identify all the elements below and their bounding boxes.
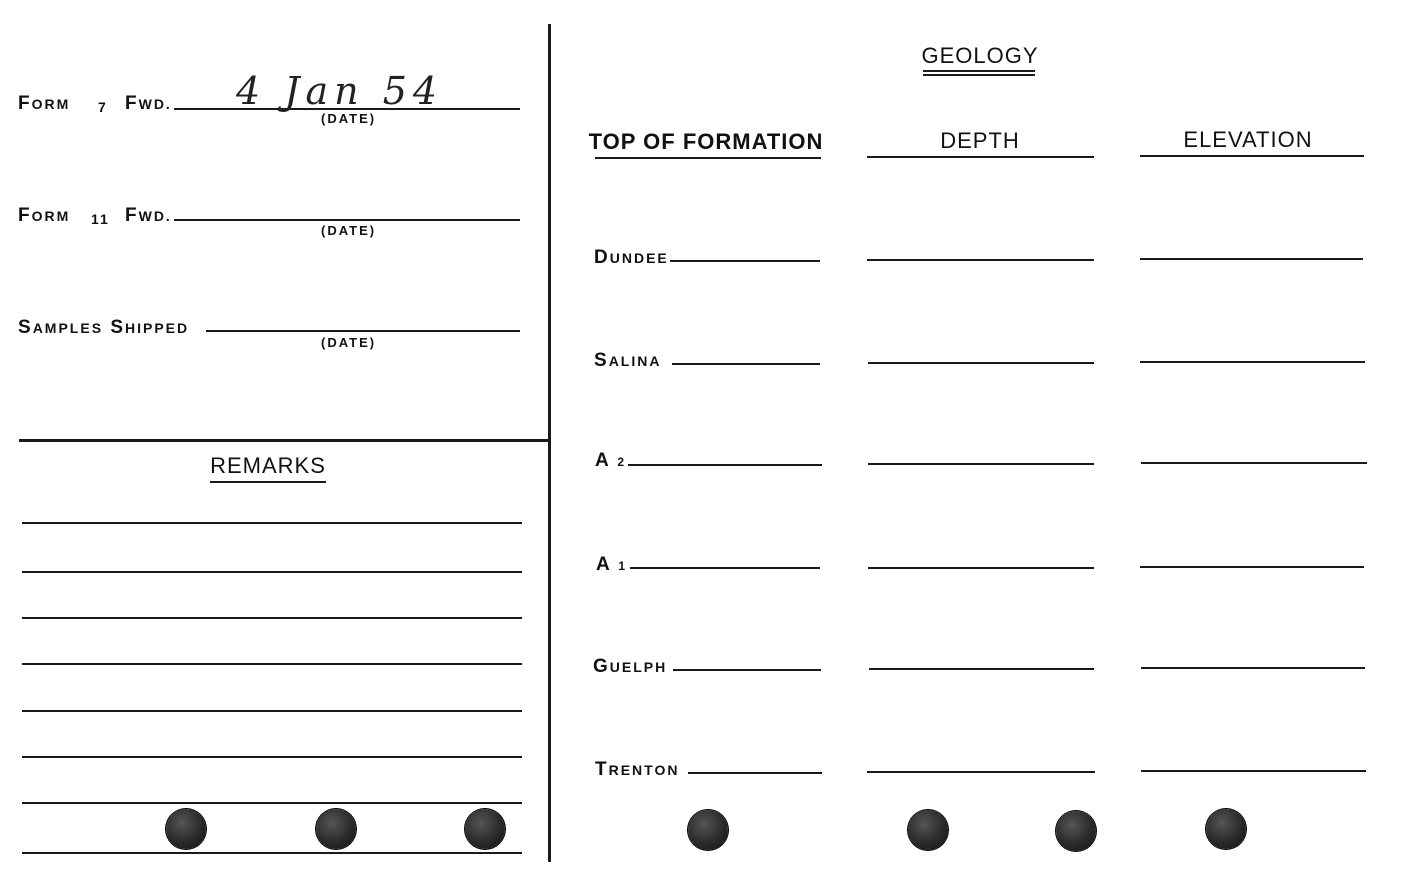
formation-subscript: 2 <box>617 455 626 469</box>
elevation-line-salina[interactable] <box>1140 361 1365 363</box>
punch-hole <box>465 809 505 849</box>
remarks-line[interactable] <box>22 756 522 758</box>
formation-line-dundee[interactable] <box>670 260 820 262</box>
col-header-depth: DEPTH <box>940 128 1020 153</box>
elevation-line-trenton[interactable] <box>1141 770 1366 772</box>
formation-rest: ALINA <box>608 353 662 369</box>
form7-number <box>98 97 108 116</box>
samples-date-line[interactable] <box>206 330 520 332</box>
geology-title-underline-2 <box>923 74 1035 76</box>
form7-handwritten-date: 4 Jan 54 <box>236 69 444 113</box>
samples-shipped-label <box>18 318 189 337</box>
depth-line-dundee[interactable] <box>867 259 1094 261</box>
form11-number <box>91 209 110 228</box>
punch-hole <box>688 810 728 850</box>
form7-fwd-rest: WD. <box>138 96 172 112</box>
samples-date-caption: (DATE) <box>321 335 377 350</box>
formation-line-a2[interactable] <box>628 464 822 466</box>
shipped-rest: HIPPED <box>125 320 190 336</box>
formation-label-guelph <box>593 657 667 676</box>
form7-label <box>18 94 70 113</box>
form7-label-rest: ORM <box>31 96 71 112</box>
elevation-line-guelph[interactable] <box>1141 667 1365 669</box>
formation-label-salina <box>594 351 661 370</box>
geology-title: GEOLOGY <box>921 43 1039 68</box>
punch-hole <box>1206 809 1246 849</box>
formation-line-salina[interactable] <box>672 363 820 365</box>
depth-line-salina[interactable] <box>868 362 1094 364</box>
center-divider <box>548 24 551 862</box>
formation-label-a2 <box>595 451 626 470</box>
formation-line-trenton[interactable] <box>688 772 822 774</box>
col-header-elevation-underline <box>1140 155 1364 157</box>
samples-initial: S <box>18 317 33 338</box>
elevation-line-a2[interactable] <box>1141 462 1367 464</box>
form7-label-initial: F <box>18 93 32 114</box>
formation-initial: A <box>595 450 611 471</box>
form11-date-caption: (DATE) <box>321 223 377 238</box>
form11-fwd-initial: F <box>125 205 139 226</box>
formation-initial: T <box>595 759 609 780</box>
form7-date-caption: (DATE) <box>321 111 377 126</box>
form11-fwd-rest: WD. <box>138 208 172 224</box>
form11-label-rest: ORM <box>31 208 71 224</box>
formation-initial: S <box>594 350 609 371</box>
samples-rest: AMPLES <box>32 320 104 336</box>
punch-hole <box>908 810 948 850</box>
remarks-title: REMARKS <box>210 453 326 478</box>
formation-initial: G <box>593 656 610 677</box>
formation-label-dundee <box>594 248 669 267</box>
formation-line-a1[interactable] <box>630 567 820 569</box>
remarks-line[interactable] <box>22 663 522 665</box>
remarks-title-underline <box>210 481 326 483</box>
form7-number-text: 7 <box>98 99 108 115</box>
form11-fwd <box>125 206 172 225</box>
elevation-line-a1[interactable] <box>1140 566 1364 568</box>
remarks-line[interactable] <box>22 571 522 573</box>
formation-initial: D <box>594 247 610 268</box>
formation-rest: RENTON <box>608 762 680 778</box>
formation-rest: UELPH <box>609 659 668 675</box>
formation-label-a1 <box>596 555 627 574</box>
col-header-elevation: ELEVATION <box>1183 127 1313 152</box>
form7-fwd <box>125 94 172 113</box>
punch-hole <box>316 809 356 849</box>
col-header-top-of-formation-underline <box>595 157 821 159</box>
formation-line-guelph[interactable] <box>673 669 821 671</box>
punch-hole <box>1056 811 1096 851</box>
shipped-initial: S <box>110 317 125 338</box>
col-header-top-of-formation: TOP OF FORMATION <box>588 129 824 154</box>
geology-title-underline-1 <box>923 70 1035 72</box>
depth-line-guelph[interactable] <box>869 668 1094 670</box>
formation-initial: A <box>596 554 612 575</box>
form11-number-text: 11 <box>91 211 110 227</box>
depth-line-a1[interactable] <box>868 567 1094 569</box>
form11-label-initial: F <box>18 205 32 226</box>
form7-fwd-initial: F <box>125 93 139 114</box>
remarks-divider <box>19 439 550 442</box>
form11-label <box>18 206 70 225</box>
depth-line-a2[interactable] <box>868 463 1094 465</box>
remarks-line[interactable] <box>22 802 522 804</box>
elevation-line-dundee[interactable] <box>1140 258 1363 260</box>
remarks-line[interactable] <box>22 522 522 524</box>
remarks-line[interactable] <box>22 617 522 619</box>
remarks-line[interactable] <box>22 852 522 854</box>
form11-date-line[interactable] <box>174 219 520 221</box>
col-header-depth-underline <box>867 156 1094 158</box>
remarks-line[interactable] <box>22 710 522 712</box>
formation-rest: UNDEE <box>609 250 669 266</box>
formation-subscript: 1 <box>618 559 627 573</box>
punch-hole <box>166 809 206 849</box>
depth-line-trenton[interactable] <box>867 771 1095 773</box>
formation-label-trenton <box>595 760 679 779</box>
